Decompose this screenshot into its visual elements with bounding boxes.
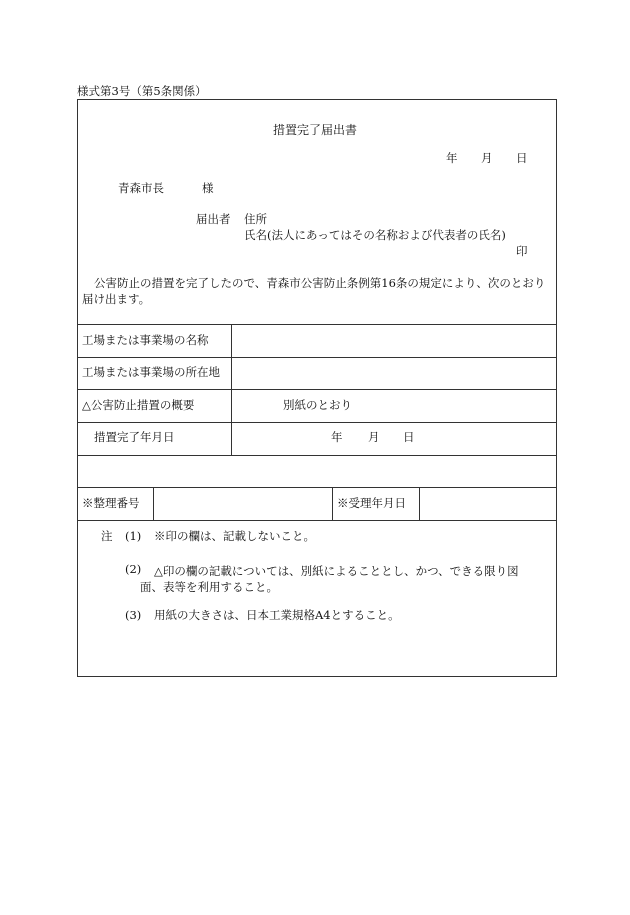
notification-body-text: 公害防止の措置を完了したので、青森市公害防止条例第16条の規定により、次のとおり届け出ます。 xyxy=(82,276,546,306)
date-year-label: 年 xyxy=(446,151,458,165)
reference-number-label: ※整理番号 xyxy=(82,496,140,510)
completion-year-label: 年 xyxy=(331,430,343,444)
row-label-measure-summary: △公害防止措置の概要 xyxy=(82,398,195,412)
note-number: (1) xyxy=(125,529,142,543)
page-title: 措置完了届出書 xyxy=(272,123,357,137)
notifier-label: 届出者 xyxy=(196,212,231,226)
table-divider xyxy=(77,487,557,488)
row-label-facility-name: 工場または事業場の名称 xyxy=(82,333,209,347)
note-text: 用紙の大きさは、日本工業規格A4とすること。 xyxy=(154,608,400,622)
table-divider xyxy=(77,422,557,423)
completion-month-label: 月 xyxy=(368,430,380,444)
note-number: (3) xyxy=(125,608,142,622)
date-month-label: 月 xyxy=(481,151,493,165)
addressee-honorific: 様 xyxy=(202,181,214,195)
row-value-measure-summary: 別紙のとおり xyxy=(283,398,352,412)
form-number-label: 様式第3号（第5条関係） xyxy=(77,84,207,98)
table-column-divider xyxy=(231,324,232,455)
note-number: (2) xyxy=(125,562,142,576)
row-label-completion-date: 措置完了年月日 xyxy=(94,430,175,444)
table-column-divider xyxy=(153,487,154,520)
note-text: △印の欄の記載については、別紙によることとし、かつ、できる限り図面、表等を利用すること。 xyxy=(140,564,519,594)
note-text: ※印の欄は、記載しないこと。 xyxy=(154,529,315,543)
notifier-name-label: 氏名(法人にあってはその名称および代表者の氏名) xyxy=(244,228,506,242)
notifier-address-label: 住所 xyxy=(244,212,267,226)
table-divider xyxy=(77,357,557,358)
date-day-label: 日 xyxy=(516,151,528,165)
completion-day-label: 日 xyxy=(403,430,415,444)
table-divider xyxy=(77,520,557,521)
addressee-name: 青森市長 xyxy=(118,181,164,195)
table-divider xyxy=(77,389,557,390)
table-divider xyxy=(77,455,557,456)
notes-heading: 注 xyxy=(101,529,113,543)
received-date-label: ※受理年月日 xyxy=(337,496,406,510)
table-column-divider xyxy=(419,487,420,520)
table-column-divider xyxy=(332,487,333,520)
row-label-facility-location: 工場または事業場の所在地 xyxy=(82,365,220,379)
seal-mark: 印 xyxy=(516,244,528,258)
table-divider xyxy=(77,324,557,325)
